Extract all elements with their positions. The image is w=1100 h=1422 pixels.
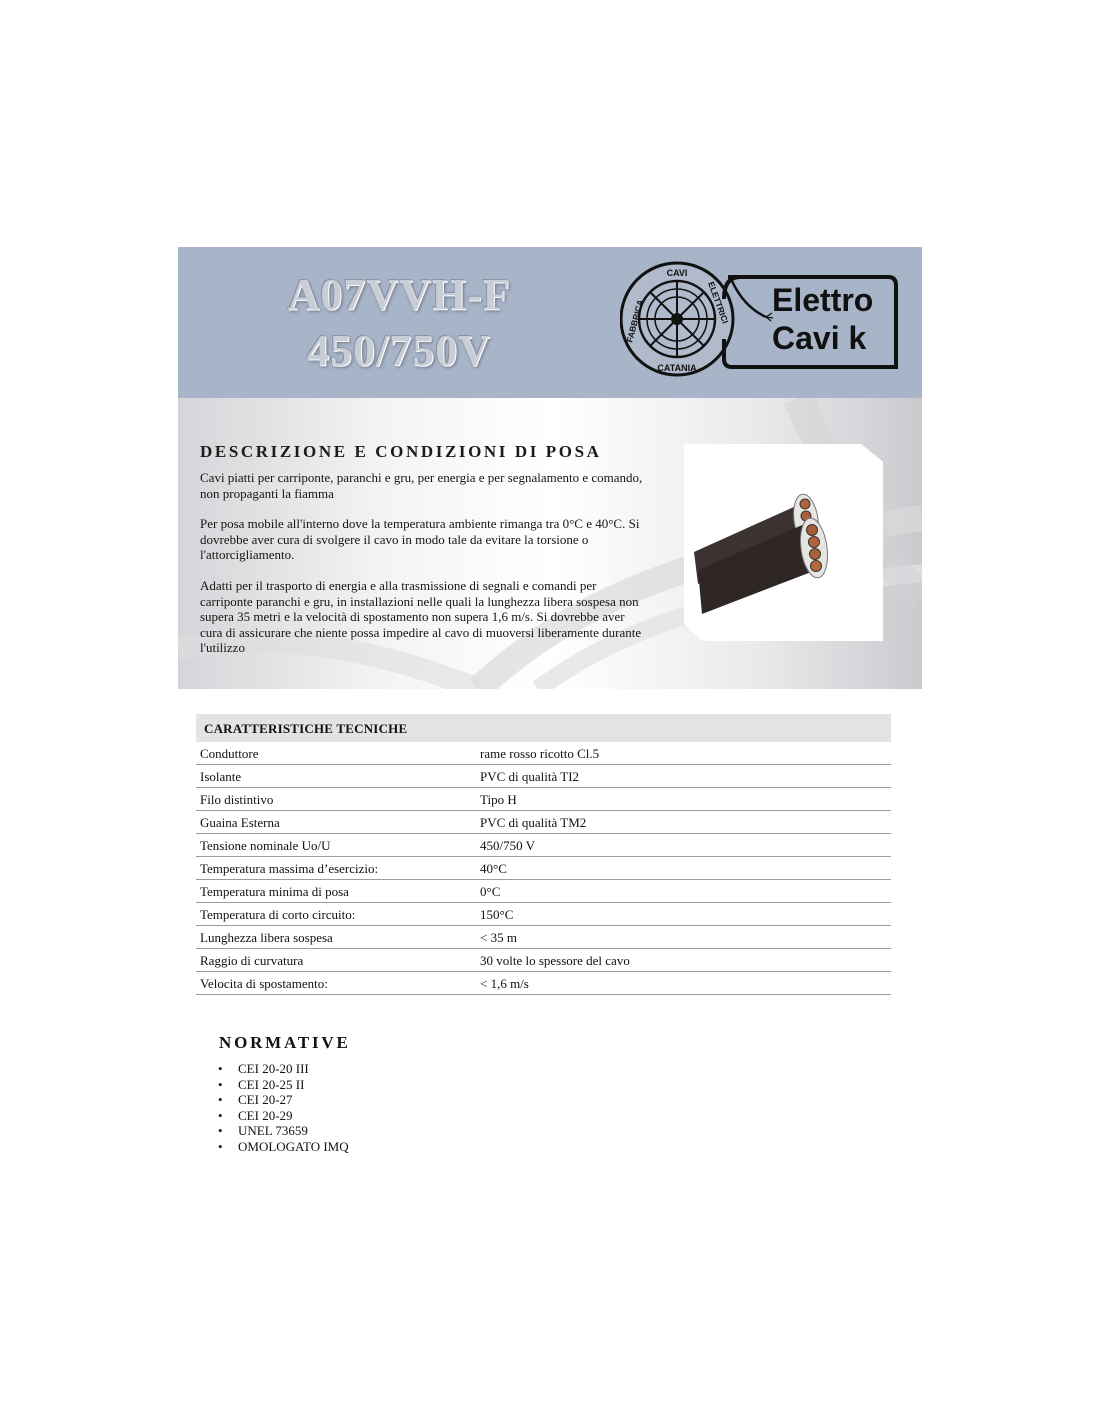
table-row	[196, 788, 891, 811]
spec-key: Lunghezza libera sospesa	[200, 930, 333, 945]
spec-value: PVC di qualità TI2	[480, 769, 580, 784]
list-item	[218, 1108, 349, 1124]
normative-list	[218, 1061, 349, 1154]
list-item	[218, 1077, 349, 1093]
spec-key: Temperatura di corto circuito:	[200, 907, 356, 922]
spec-value: 150°C	[480, 907, 514, 922]
product-title	[268, 267, 530, 379]
elettrocavi-logo	[620, 259, 900, 379]
table-row	[196, 834, 891, 857]
description-paragraph: Per posa mobile all'interno dove la temperatura ambiente rimanga tra 0°C e 40°C. Si dovrebbe aver cura di svolgere il cavo in modo tale da evitare la torsione o l'attorcigliamento.	[200, 516, 640, 562]
logo-brand-line1: Elettro	[772, 282, 874, 318]
description-paragraph: Adatti per il trasporto di energia e alla trasmissione di segnali e comandi per carriponte paranchi e gru, in installazioni nelle quali la lunghezza libera sospesa non supera 35 metri e la velocità di spostamento non supera 1,6 m/s. Si dovrebbe aver cura di assicurare che niente possa impedire al cavo di muoversi liberamente durante l'utilizzo	[200, 578, 642, 655]
bullet-icon: •	[218, 1138, 223, 1154]
spec-key: Guaina Esterna	[200, 815, 280, 830]
bullet-icon: •	[218, 1123, 223, 1138]
spec-key: Filo distintivo	[200, 792, 274, 807]
spec-key: Conduttore	[200, 746, 259, 761]
technical-specs-table	[196, 714, 891, 995]
cable-product-image	[684, 444, 883, 641]
spec-value: PVC di qualità TM2	[480, 815, 587, 830]
normative-item: CEI 20-27	[238, 1092, 293, 1107]
description-heading: DESCRIZIONE E CONDIZIONI DI POSA	[200, 442, 602, 461]
table-row	[196, 949, 891, 972]
logo-ring-right: ELETTRICI	[706, 280, 731, 325]
product-code: A07VVH-F	[287, 270, 511, 319]
spec-key: Isolante	[200, 769, 242, 784]
spec-value: 30 volte lo spessore del cavo	[480, 953, 630, 968]
logo-ring-left: FABBRICA	[624, 298, 646, 344]
logo-brand-line2: Cavi k	[772, 320, 867, 356]
spec-value: 0°C	[480, 884, 501, 899]
spec-value: 450/750 V	[480, 838, 536, 853]
spec-key: Raggio di curvatura	[200, 953, 304, 968]
logo-ring-bottom: CATANIA	[657, 363, 697, 373]
normative-heading: NORMATIVE	[219, 1033, 351, 1052]
table-row	[196, 926, 891, 949]
normative-item: CEI 20-29	[238, 1107, 293, 1123]
table-row	[196, 742, 891, 765]
normative-item: UNEL 73659	[238, 1123, 308, 1138]
list-item	[218, 1123, 349, 1139]
bullet-icon: •	[218, 1076, 223, 1092]
normative-item: OMOLOGATO IMQ	[238, 1138, 349, 1154]
table-row	[196, 903, 891, 926]
list-item	[218, 1139, 349, 1155]
bullet-icon: •	[218, 1092, 223, 1107]
product-voltage: 450/750V	[307, 326, 491, 375]
spec-value: < 1,6 m/s	[480, 976, 529, 991]
normative-item: CEI 20-25 II	[238, 1076, 305, 1092]
spec-key: Tensione nominale Uo/U	[200, 838, 331, 853]
spec-value: 40°C	[480, 861, 507, 876]
list-item	[218, 1061, 349, 1077]
description-paragraph: Cavi piatti per carriponte, paranchi e gru, per energia e per segnalamento e comando, non propaganti la fiamma	[200, 470, 643, 501]
header-banner	[178, 247, 922, 398]
table-row	[196, 857, 891, 880]
description-section	[178, 398, 922, 689]
flat-cable-illustration	[684, 444, 883, 641]
bullet-icon: •	[218, 1061, 223, 1076]
spec-value: rame rosso ricotto Cl.5	[480, 746, 600, 761]
spec-key: Temperatura massima d’esercizio:	[200, 861, 379, 876]
table-row	[196, 811, 891, 834]
logo-ring-top: CAVI	[666, 268, 688, 278]
table-row	[196, 765, 891, 788]
normative-item: CEI 20-20 III	[238, 1061, 309, 1076]
list-item	[218, 1092, 349, 1108]
spec-value: < 35 m	[480, 930, 517, 945]
table-row	[196, 880, 891, 903]
table-heading: CARATTERISTICHE TECNICHE	[196, 714, 891, 742]
spec-value: Tipo H	[480, 792, 517, 807]
table-row	[196, 972, 891, 995]
bullet-icon: •	[218, 1107, 223, 1123]
spec-key: Temperatura minima di posa	[200, 884, 349, 899]
spec-key: Velocita di spostamento:	[200, 976, 328, 991]
